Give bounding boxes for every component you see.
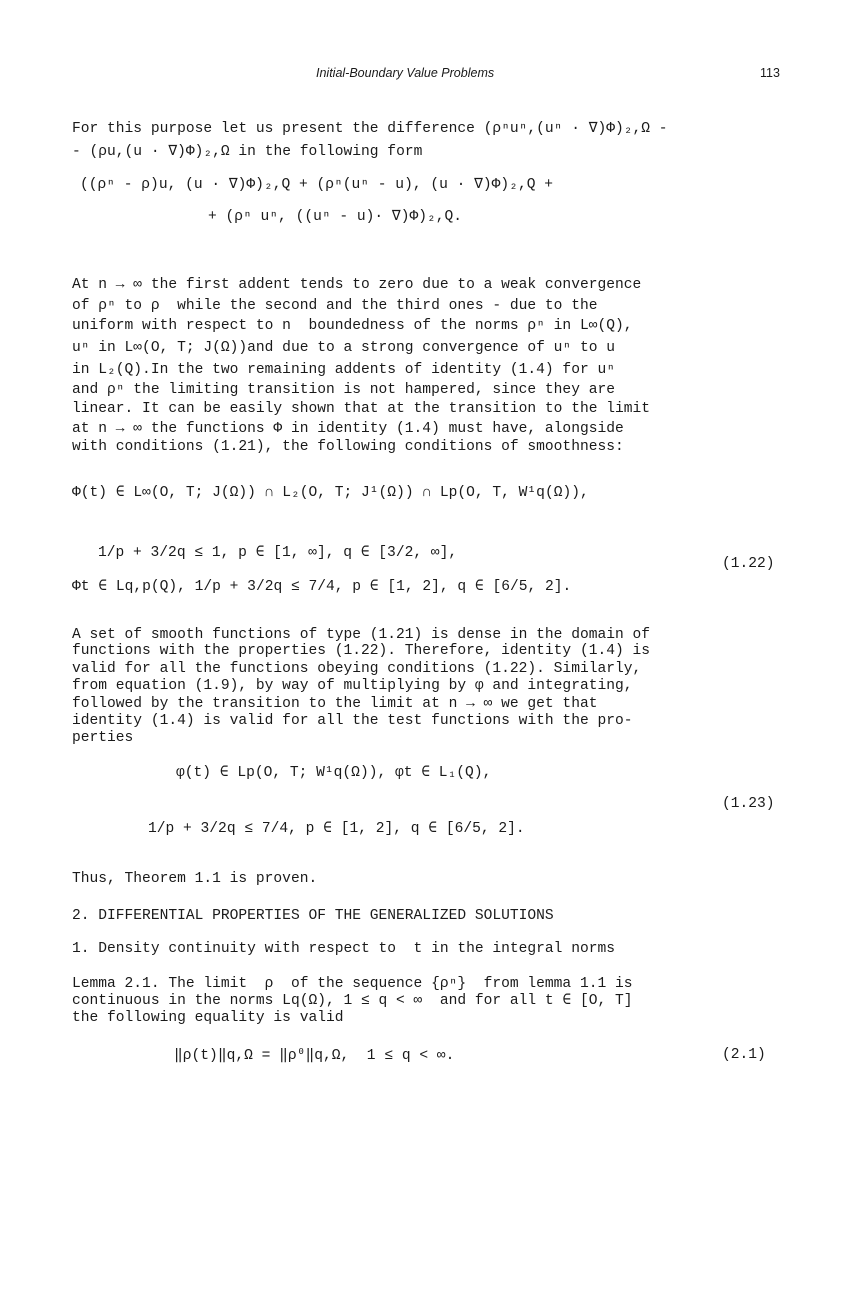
formula-line: ((ρⁿ - ρ)u, (u · ∇)Φ)₂,Q + (ρⁿ(uⁿ - u), (u · ∇)Φ)₂,Q + xyxy=(80,177,553,193)
text-line: Lemma 2.1. The limit ρ of the sequence {ρⁿ} from lemma 1.1 is xyxy=(72,976,633,992)
text-line: At n → ∞ the first addent tends to zero due to a weak convergence xyxy=(72,277,642,293)
text-line: in L₂(Q).In the two remaining addents of identity (1.4) for uⁿ xyxy=(72,362,615,378)
text-line: uⁿ in L∞(O, T; J(Ω))and due to a strong convergence of uⁿ to u xyxy=(72,340,615,356)
text-line: perties xyxy=(72,730,134,746)
formula-line: 1/p + 3/2q ≤ 1, p ∈ [1, ∞], q ∈ [3/2, ∞], xyxy=(98,545,458,561)
formula-line: Φt ∈ Lq,p(Q), 1/p + 3/2q ≤ 7/4, p ∈ [1, 2], q ∈ [6/5, 2]. xyxy=(72,579,572,595)
text-line: and ρⁿ the limiting transition is not hampered, since they are xyxy=(72,382,615,398)
text-line: linear. It can be easily shown that at the transition to the limit xyxy=(72,401,651,417)
section-heading: 2. DIFFERENTIAL PROPERTIES OF THE GENERALIZED SOLUTIONS xyxy=(72,908,554,924)
formula-line: Φ(t) ∈ L∞(O, T; J(Ω)) ∩ L₂(O, T; J¹(Ω)) ∩ Lp(O, T, W¹q(Ω)), xyxy=(72,485,589,501)
formula-line: 1/p + 3/2q ≤ 7/4, p ∈ [1, 2], q ∈ [6/5, 2]. xyxy=(148,821,525,837)
equation-number: (1.22) xyxy=(722,556,775,572)
running-title: Initial-Boundary Value Problems xyxy=(316,66,495,80)
text-line: Thus, Theorem 1.1 is proven. xyxy=(72,871,318,887)
text-line: followed by the transition to the limit at n → ∞ we get that xyxy=(72,696,598,712)
text-line: of ρⁿ to ρ while the second and the third ones - due to the xyxy=(72,298,598,314)
text-line: - (ρu,(u · ∇)Φ)₂,Ω in the following form xyxy=(72,144,423,160)
text-line: identity (1.4) is valid for all the test functions with the pro- xyxy=(72,713,633,729)
text-line: the following equality is valid xyxy=(72,1010,344,1026)
text-line: A set of smooth functions of type (1.21) is dense in the domain of xyxy=(72,627,651,643)
text-line: at n → ∞ the functions Φ in identity (1.4) must have, alongside xyxy=(72,421,624,437)
formula-line: ‖ρ(t)‖q,Ω = ‖ρ⁰‖q,Ω, 1 ≤ q < ∞. xyxy=(174,1048,455,1064)
formula-line: φ(t) ∈ Lp(O, T; W¹q(Ω)), φt ∈ L₁(Q), xyxy=(176,765,492,781)
text-line: valid for all the functions obeying conditions (1.22). Similarly, xyxy=(72,661,642,677)
page-number: 113 xyxy=(760,66,780,80)
text-line: For this purpose let us present the difference (ρⁿuⁿ,(uⁿ · ∇)Φ)₂,Ω - xyxy=(72,121,668,137)
subsection-heading: 1. Density continuity with respect to t in the integral norms xyxy=(72,941,615,957)
equation-number: (1.23) xyxy=(722,796,775,812)
formula-line: + (ρⁿ uⁿ, ((uⁿ - u)· ∇)Φ)₂,Q. xyxy=(208,209,463,225)
text-line: uniform with respect to n boundedness of the norms ρⁿ in L∞(Q), xyxy=(72,318,633,334)
text-line: from equation (1.9), by way of multiplying by φ and integrating, xyxy=(72,678,633,694)
equation-number: (2.1) xyxy=(722,1047,766,1063)
text-line: functions with the properties (1.22). Therefore, identity (1.4) is xyxy=(72,643,651,659)
text-line: with conditions (1.21), the following conditions of smoothness: xyxy=(72,439,624,455)
text-line: continuous in the norms Lq(Ω), 1 ≤ q < ∞ and for all t ∈ [O, T] xyxy=(72,993,633,1009)
